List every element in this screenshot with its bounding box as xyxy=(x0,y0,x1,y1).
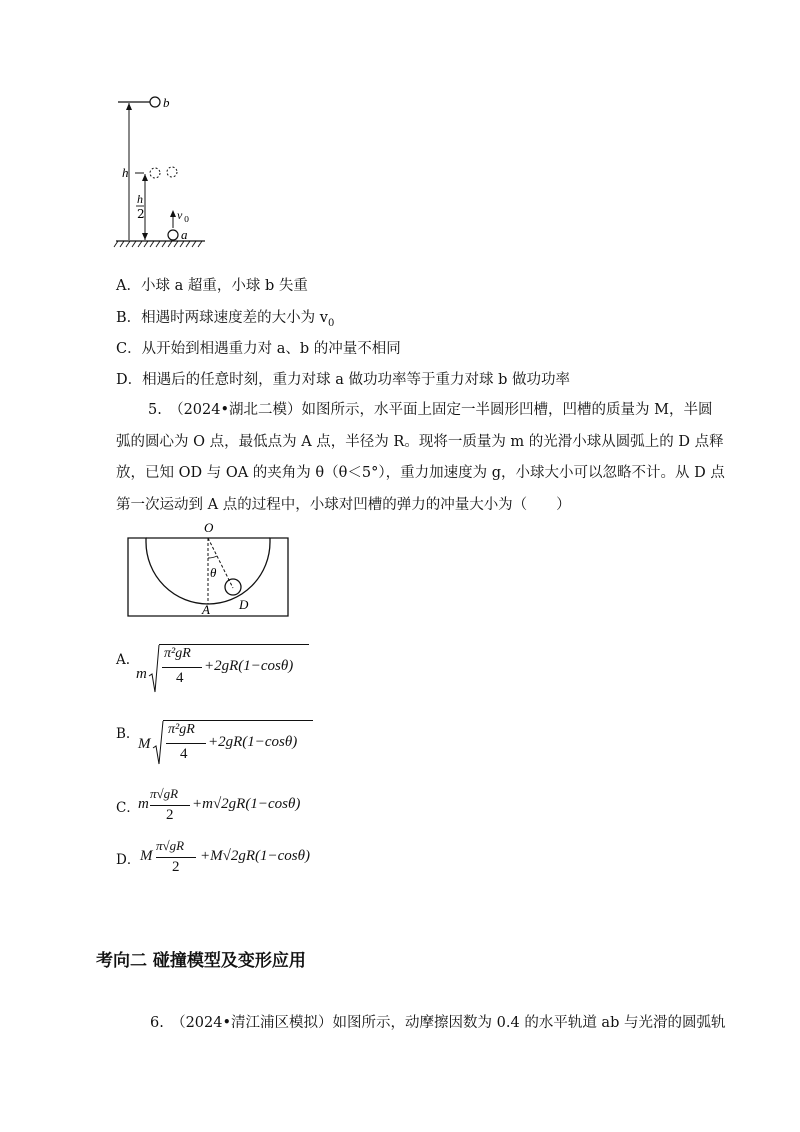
option-sub: 0 xyxy=(327,317,335,329)
sqrt-icon xyxy=(148,644,160,694)
option-letter: A. xyxy=(116,652,131,668)
option-rest: +2gR(1−cosθ) xyxy=(204,658,294,674)
option-letter: C． xyxy=(116,341,142,357)
sqrt-icon xyxy=(152,720,164,766)
option-letter: B. xyxy=(116,726,131,742)
option-letter: D． xyxy=(116,372,143,388)
option-coef: M xyxy=(138,736,151,752)
option-rest: +M√2gR(1−cosθ) xyxy=(200,848,310,864)
option-den: 2 xyxy=(166,807,174,823)
ball-dashed-1 xyxy=(150,168,160,178)
q5-option-b[interactable] xyxy=(116,718,376,774)
option-den: 2 xyxy=(172,859,180,875)
option-letter: C． xyxy=(116,800,140,816)
q5-line-4: 第一次运动到 A 点的过程中，小球对凹槽的弹力的冲量大小为（ ） xyxy=(116,497,571,513)
option-rest: +2gR(1−cosθ) xyxy=(208,734,298,750)
label-a: a xyxy=(181,227,188,242)
option-num: π²gR xyxy=(164,646,191,661)
q5-line-1: 5. （2024•湖北二模）如图所示，水平面上固定一半圆形凹槽，凹槽的质量为 M，半圆 xyxy=(148,402,713,418)
option-coef: M xyxy=(140,848,153,864)
option-num: π²gR xyxy=(168,722,195,737)
option-text: 小球 a 超重，小球 b 失重 xyxy=(140,278,308,294)
option-coef: m xyxy=(136,666,147,682)
q5-option-d[interactable] xyxy=(116,838,376,882)
label-D: D xyxy=(239,597,249,612)
option-letter: B． xyxy=(116,310,142,326)
option-rest: +m√2gR(1−cosθ) xyxy=(192,796,301,812)
option-text: 相遇时两球速度差的大小为 v xyxy=(141,310,328,326)
figure-groove xyxy=(124,520,294,620)
option-den: 4 xyxy=(176,670,184,686)
label-b: b xyxy=(163,95,170,110)
ball-a xyxy=(168,230,178,240)
ball-dashed-2 xyxy=(167,167,177,177)
label-h-num: h xyxy=(137,192,143,206)
option-den: 4 xyxy=(180,746,188,762)
q5-option-c[interactable] xyxy=(116,786,376,830)
label-h: h xyxy=(122,165,129,180)
section-heading: 考向二 碰撞模型及变形应用 xyxy=(96,951,306,971)
label-v: v xyxy=(177,208,183,222)
q4-option-a[interactable] xyxy=(116,276,308,296)
q5-line-2: 弧的圆心为 O 点，最低点为 A 点，半径为 R。现将一质量为 m 的光滑小球从圆弧上的 D 点释 xyxy=(116,434,724,450)
option-letter: A． xyxy=(116,278,141,294)
label-A: A xyxy=(202,602,210,617)
q4-option-c[interactable] xyxy=(116,339,401,359)
option-text: 从开始到相遇重力对 a、b 的冲量不相同 xyxy=(141,341,401,357)
q6-line-1: 6. （2024•清江浦区模拟）如图所示，动摩擦因数为 0.4 的水平轨道 ab 与光滑的圆弧轨 xyxy=(150,1015,726,1031)
figure-free-fall xyxy=(110,88,210,248)
q5-option-a[interactable] xyxy=(116,640,376,696)
ball-b xyxy=(150,97,160,107)
option-text: 相遇后的任意时刻，重力对球 a 做功功率等于重力对球 b 做功功率 xyxy=(142,372,571,388)
option-letter: D． xyxy=(116,852,141,868)
label-O: O xyxy=(204,520,214,535)
q4-option-d[interactable] xyxy=(116,370,570,390)
label-theta: θ xyxy=(210,565,217,580)
label-h-den: 2 xyxy=(137,207,145,221)
label-v-sub: 0 xyxy=(184,215,190,224)
option-coef: m xyxy=(138,796,149,812)
option-num: π√gR xyxy=(156,838,185,853)
q5-line-3: 放，已知 OD 与 OA 的夹角为 θ（θ＜5°），重力加速度为 g，小球大小可以忽略不计。从 D 点 xyxy=(116,465,725,481)
option-num: π√gR xyxy=(150,786,179,801)
q4-option-b[interactable] xyxy=(116,308,334,334)
